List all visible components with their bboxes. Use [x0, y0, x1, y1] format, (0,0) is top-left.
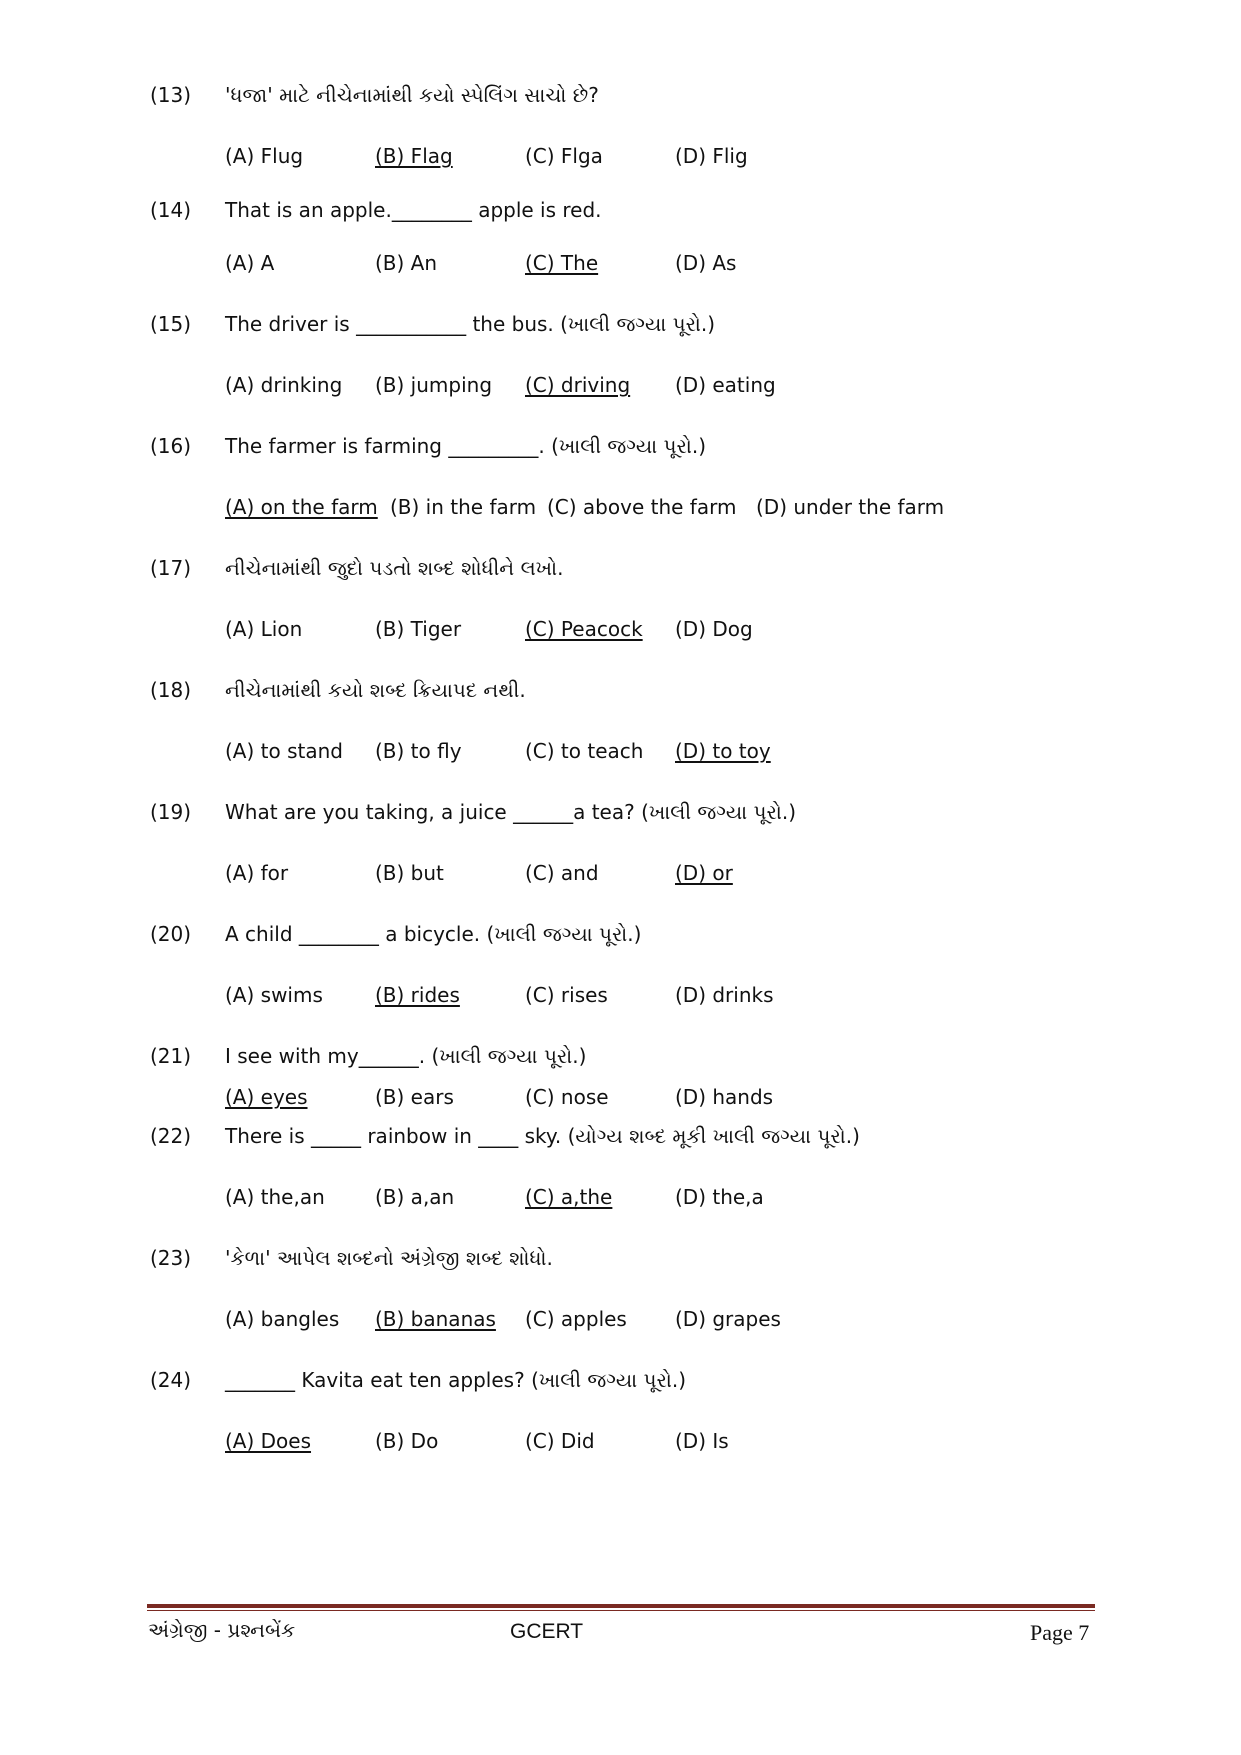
question-text: What are you taking, a juice ______a tea? (ખાલી જગ્યા પૂરો.) [225, 800, 797, 824]
option-a: (A) to stand [225, 739, 343, 763]
question-number: (22) [150, 1124, 192, 1148]
option-b: (B) Do [375, 1429, 439, 1453]
option-b: (B) but [375, 861, 444, 885]
footer-subject: અંગ્રેજી - પ્રશ્નબેંક [148, 1618, 296, 1642]
option-c: (C) Peacock [525, 617, 643, 641]
option-d: (D) drinks [675, 983, 774, 1007]
question-number: (16) [150, 434, 192, 458]
option-d: (D) Flig [675, 144, 748, 168]
option-a: (A) Lion [225, 617, 303, 641]
option-d: (D) Dog [675, 617, 753, 641]
question-number: (24) [150, 1368, 192, 1392]
option-b: (B) bananas [375, 1307, 496, 1331]
question-text: નીચેનામાંથી કયો શબ્દ ક્રિયાપદ નથી. [225, 678, 526, 702]
option-b: (B) An [375, 251, 438, 275]
option-c: (C) nose [525, 1085, 609, 1109]
footer-publisher: GCERT [510, 1620, 584, 1643]
question-text: A child ________ a bicycle. (ખાલી જગ્યા પૂરો.) [225, 922, 642, 946]
option-a: (A) bangles [225, 1307, 340, 1331]
question-text: 'ધજા' માટે નીચેનામાંથી કયો સ્પેલિંગ સાચો છે? [225, 83, 599, 107]
option-d: (D) Is [675, 1429, 729, 1453]
question-text: 'કેળા' આપેલ શબ્દનો અંગ્રેજી શબ્દ શોધો. [225, 1246, 553, 1270]
option-a: (A) for [225, 861, 289, 885]
option-d: (D) the,a [675, 1185, 764, 1209]
question-text: નીચેનામાંથી જુદો પડતો શબ્દ શોધીને લખો. [225, 556, 564, 580]
question-number: (18) [150, 678, 192, 702]
option-a: (A) the,an [225, 1185, 325, 1209]
option-d: (D) or [675, 861, 733, 885]
question-number: (20) [150, 922, 192, 946]
option-a: (A) on the farm [225, 495, 378, 519]
option-b: (B) jumping [375, 373, 493, 397]
option-c: (C) The [525, 251, 599, 275]
option-c: (C) a,the [525, 1185, 613, 1209]
option-a: (A) Flug [225, 144, 304, 168]
option-b: (B) Tiger [375, 617, 462, 641]
footer-rule [147, 1604, 1095, 1608]
option-d: (D) grapes [675, 1307, 781, 1331]
question-text: _______ Kavita eat ten apples? (ખાલી જગ્યા પૂરો.) [225, 1368, 687, 1392]
option-c: (C) Did [525, 1429, 595, 1453]
option-b: (B) a,an [375, 1185, 455, 1209]
option-a: (A) eyes [225, 1085, 308, 1109]
option-c: (C) Flga [525, 144, 603, 168]
option-a: (A) swims [225, 983, 323, 1007]
option-b: (B) ears [375, 1085, 454, 1109]
question-number: (17) [150, 556, 192, 580]
question-number: (14) [150, 198, 192, 222]
question-text: The driver is ___________ the bus. (ખાલી જગ્યા પૂરો.) [225, 312, 716, 336]
option-c: (C) above the farm [547, 495, 737, 519]
question-text: The farmer is farming _________. (ખાલી જગ્યા પૂરો.) [225, 434, 707, 458]
option-d: (D) to toy [675, 739, 771, 763]
question-number: (23) [150, 1246, 192, 1270]
question-text: I see with my______. (ખાલી જગ્યા પૂરો.) [225, 1044, 587, 1068]
question-number: (15) [150, 312, 192, 336]
option-c: (C) rises [525, 983, 608, 1007]
question-number: (13) [150, 83, 192, 107]
option-d: (D) eating [675, 373, 776, 397]
option-b: (B) to fly [375, 739, 462, 763]
option-b: (B) in the farm [390, 495, 537, 519]
option-d: (D) under the farm [756, 495, 945, 519]
option-c: (C) driving [525, 373, 631, 397]
option-a: (A) drinking [225, 373, 343, 397]
page-number: Page 7 [1030, 1620, 1090, 1645]
question-text: That is an apple.________ apple is red. [225, 198, 602, 222]
question-number: (19) [150, 800, 192, 824]
option-a: (A) Does [225, 1429, 312, 1453]
option-b: (B) rides [375, 983, 460, 1007]
option-b: (B) Flag [375, 144, 453, 168]
option-c: (C) apples [525, 1307, 627, 1331]
option-c: (C) to teach [525, 739, 644, 763]
option-c: (C) and [525, 861, 599, 885]
option-a: (A) A [225, 251, 275, 275]
option-d: (D) As [675, 251, 737, 275]
footer-rule-thin [147, 1610, 1095, 1611]
question-text: There is _____ rainbow in ____ sky. (યોગ્ય શબ્દ મૂકી ખાલી જગ્યા પૂરો.) [225, 1124, 860, 1148]
option-d: (D) hands [675, 1085, 774, 1109]
question-number: (21) [150, 1044, 192, 1068]
